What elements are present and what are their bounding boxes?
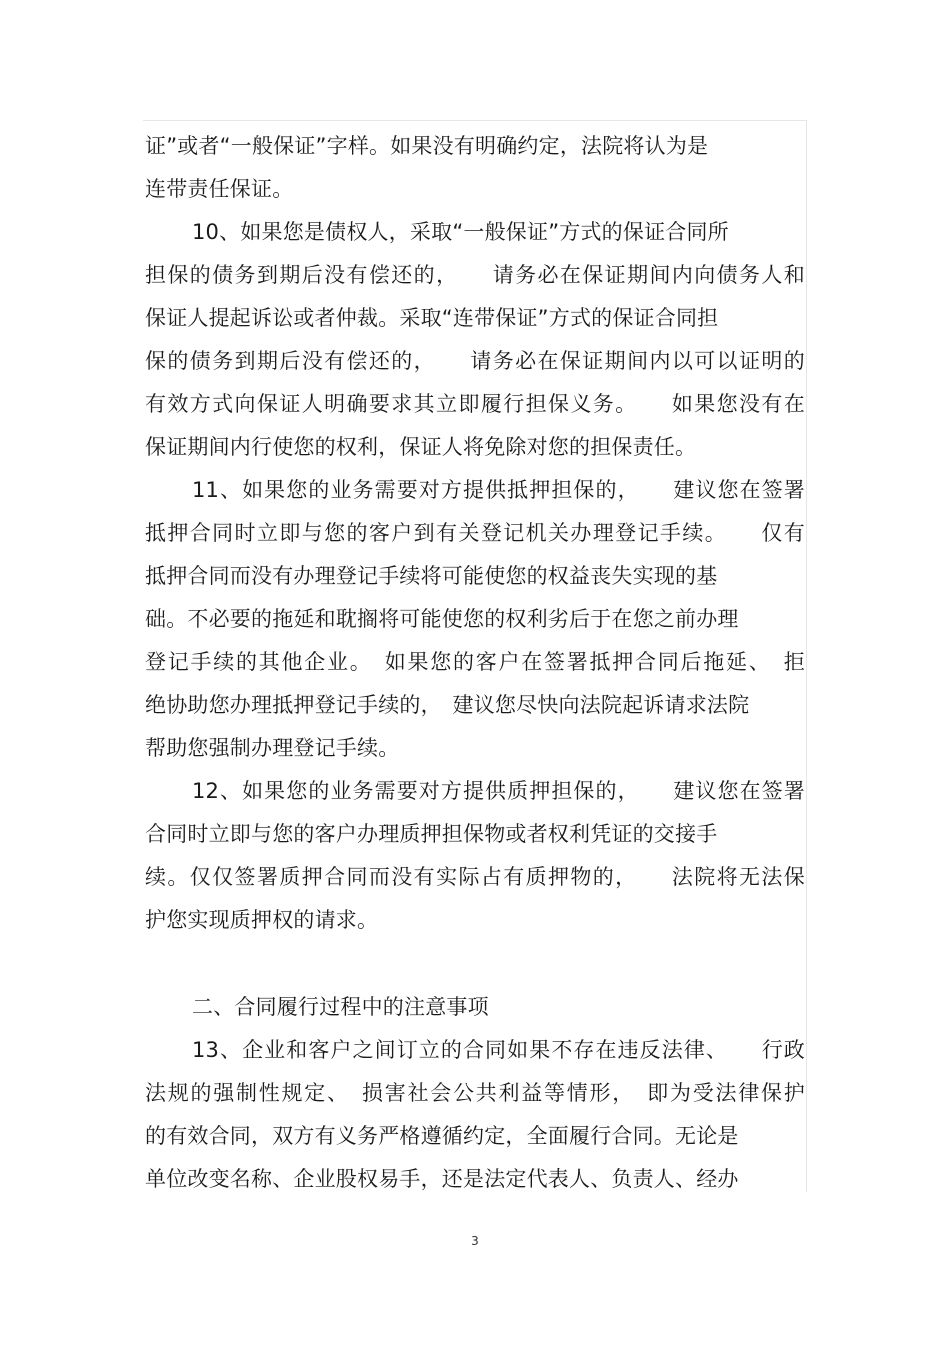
text-line: 11、如果您的业务需要对方提供抵押担保的， 建议您在签署 [192,478,805,502]
text-line: 担保的债务到期后没有偿还的， 请务必在保证期间内向债务人和 [145,263,805,287]
text-line: 10、如果您是债权人，采取“一般保证”方式的保证合同所 [192,220,729,244]
text-line: 单位改变名称、企业股权易手，还是法定代表人、负责人、经办 [145,1167,739,1191]
text-line: 保证期间内行使您的权利，保证人将免除对您的担保责任。 [145,435,697,459]
page-number: 3 [471,1234,479,1248]
text-line: 合同时立即与您的客户办理质押担保物或者权利凭证的交接手 [145,822,718,846]
text-line: 抵押合同而没有办理登记手续将可能使您的权益丧失实现的基 [145,564,718,588]
text-line: 续。仅仅签署质押合同而没有实际占有质押物的， 法院将无法保 [145,865,805,889]
text-line: 的有效合同，双方有义务严格遵循约定，全面履行合同。无论是 [145,1124,739,1148]
text-line: 13、企业和客户之间订立的合同如果不存在违反法律、 行政 [192,1038,805,1062]
text-line: 12、如果您的业务需要对方提供质押担保的， 建议您在签署 [192,779,805,803]
text-line: 保的债务到期后没有偿还的， 请务必在保证期间内以可以证明的 [145,349,805,373]
text-line: 抵押合同时立即与您的客户到有关登记机关办理登记手续。 仅有 [145,521,805,545]
text-line: 二、合同履行过程中的注意事项 [192,995,489,1019]
text-line: 帮助您强制办理登记手续。 [145,736,400,760]
text-line: 保证人提起诉讼或者仲裁。采取“连带保证”方式的保证合同担 [145,306,719,330]
text-line: 连带责任保证。 [145,177,294,201]
text-line: 护您实现质押权的请求。 [145,908,379,932]
text-line: 法规的强制性规定、 损害社会公共利益等情形， 即为受法律保护 [145,1081,805,1105]
text-line: 登记手续的其他企业。 如果您的客户在签署抵押合同后拖延、 拒 [145,650,805,674]
text-line: 有效方式向保证人明确要求其立即履行担保义务。 如果您没有在 [145,392,805,416]
text-line: 绝协助您办理抵押登记手续的， 建议您尽快向法院起诉请求法院 [145,693,750,717]
text-line: 证”或者“一般保证”字样。如果没有明确约定，法院将认为是 [145,134,709,158]
text-line: 础。不必要的拖延和耽搁将可能使您的权利劣后于在您之前办理 [145,607,739,631]
